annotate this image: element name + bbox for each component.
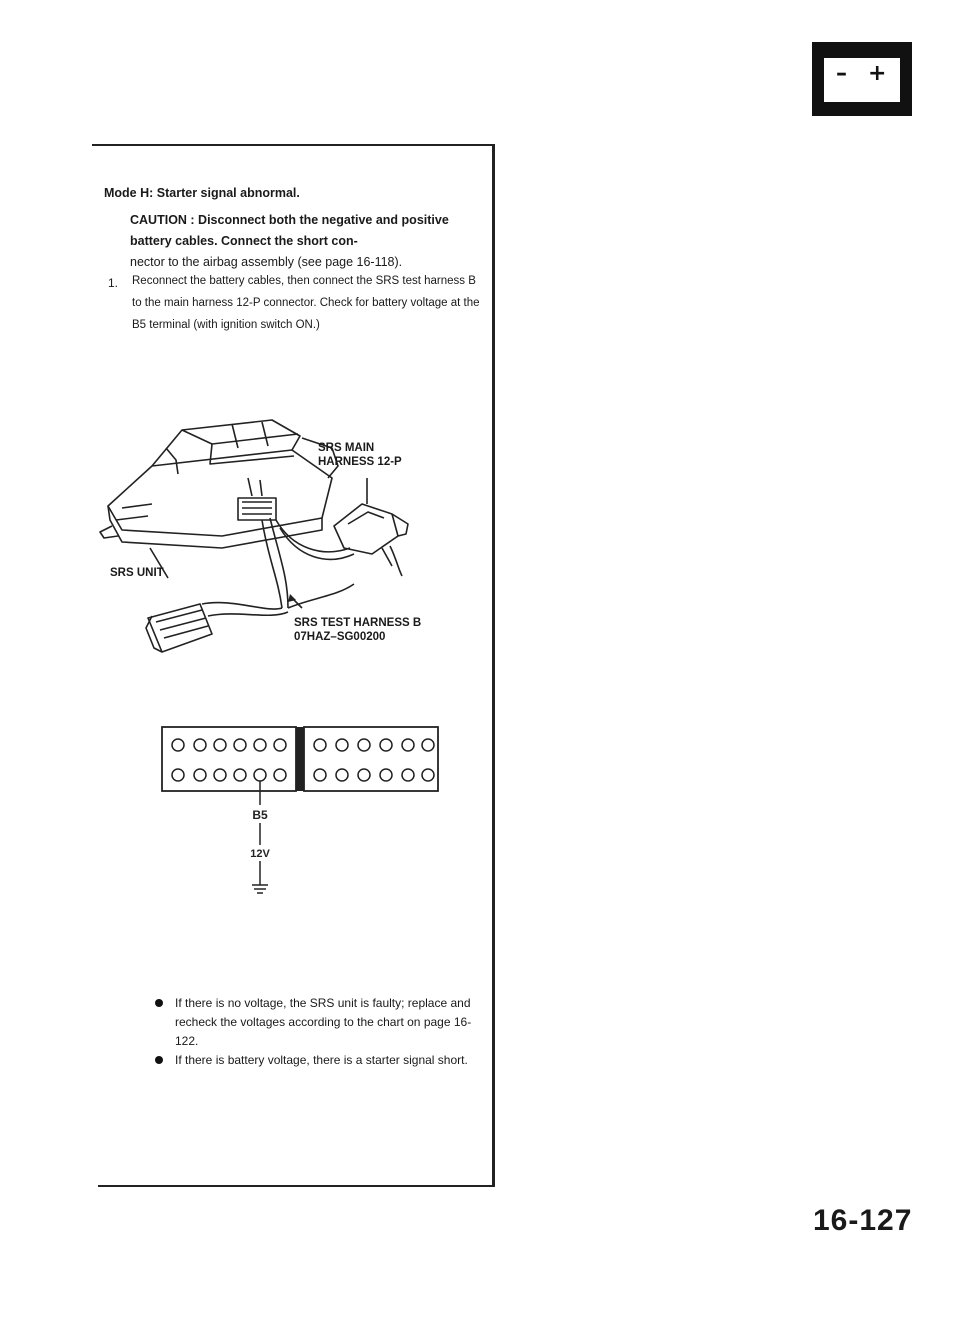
page-number: 16-127 [813, 1204, 913, 1237]
note-battery-voltage-text: If there is battery voltage, there is a starter signal short. [175, 1053, 468, 1067]
b5-terminal-label: B5 [252, 808, 268, 822]
result-notes [155, 994, 485, 1070]
note-no-voltage-text: If there is no voltage, the SRS unit is faulty; replace and recheck the voltages according to the chart on page 16-122. [175, 996, 472, 1048]
battery-icon [812, 42, 912, 116]
step-number: 1. [108, 276, 119, 290]
connector-face [160, 725, 460, 965]
frame-right-rule [492, 144, 495, 1186]
srs-unit-label: SRS UNIT [110, 567, 164, 579]
srs-test-harness-line-1: SRS TEST HARNESS B [294, 617, 422, 629]
srs-test-harness-label [294, 616, 421, 644]
frame-top-rule [92, 144, 494, 146]
note-no-voltage [155, 994, 485, 1051]
bullet-icon [155, 1056, 163, 1064]
srs-main-harness-label [318, 441, 402, 469]
voltage-label: 12V [250, 848, 270, 860]
connector-pinout [160, 725, 460, 965]
battery-plus: + [868, 61, 887, 86]
note-battery-voltage [155, 1051, 485, 1070]
mode-heading: Mode H: Starter signal abnormal. [104, 186, 300, 200]
battery-minus: – [836, 61, 847, 86]
srs-main-harness-line-1: SRS MAIN [318, 442, 375, 454]
srs-test-harness-line-2: 07HAZ–SG00200 [294, 631, 386, 643]
frame-bottom-rule [98, 1185, 495, 1187]
caution-bold: CAUTION : Disconnect both the negative and positive battery cables. Connect the short con- [130, 213, 449, 248]
caution-normal: nector to the airbag assembly (see page 16-118). [130, 255, 403, 269]
srs-main-harness-line-2: HARNESS 12-P [318, 456, 402, 468]
step-text: Reconnect the battery cables, then connect the SRS test harness B to the main harness 12-P connector. Check for battery voltage at the B5 terminal (with ignition switch ON.) [132, 275, 480, 331]
caution-text [130, 210, 482, 273]
harness-diagram [92, 408, 492, 678]
harness-illustration [92, 408, 492, 678]
bullet-icon [155, 999, 163, 1007]
